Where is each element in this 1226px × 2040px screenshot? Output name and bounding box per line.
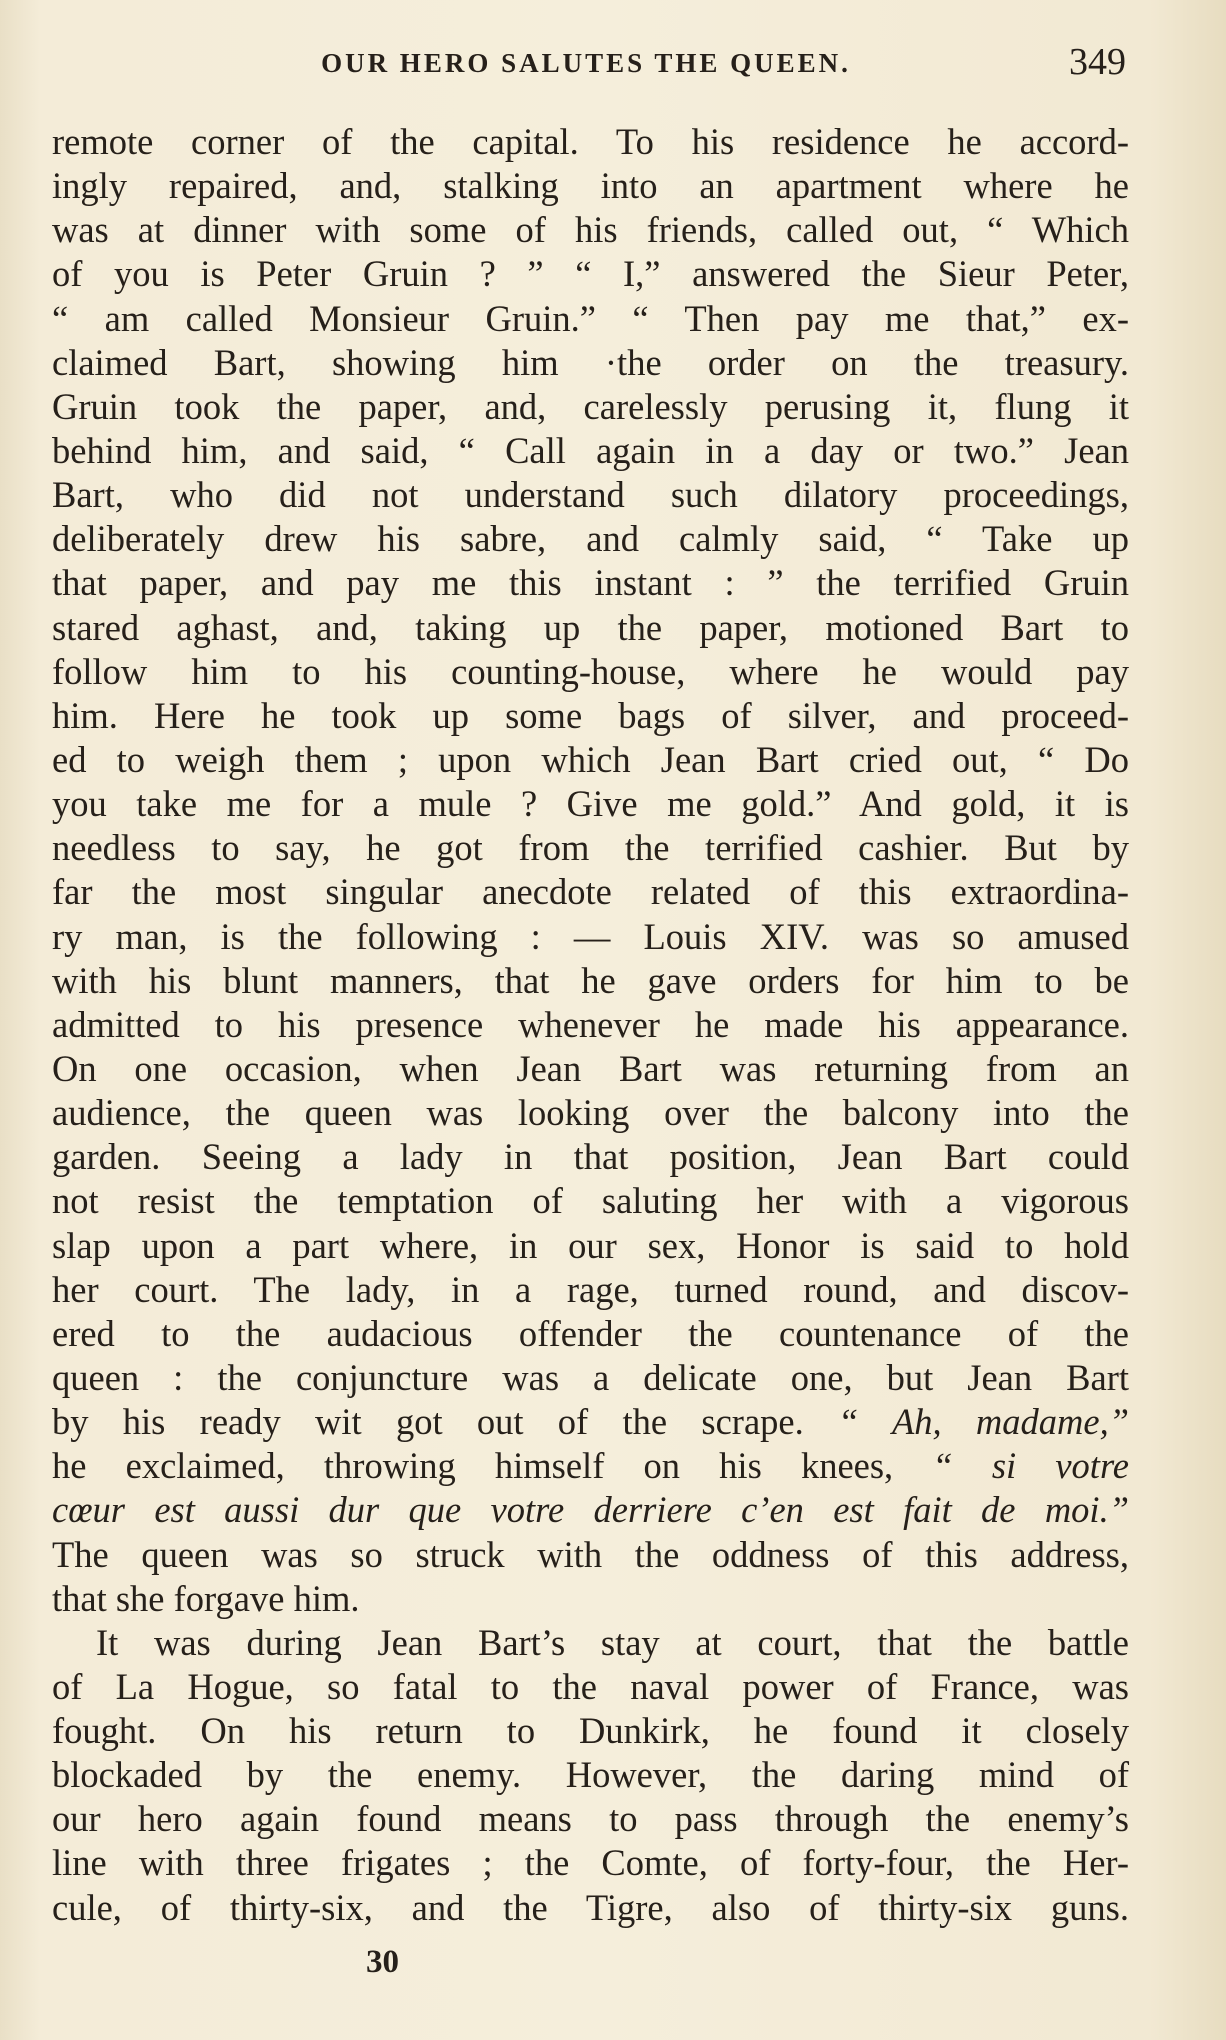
text-line: “ am called Monsieur Gruin.” “ Then pay me that,” ex- — [52, 297, 1129, 339]
text-line: garden. Seeing a lady in that position, Jean Bart could — [52, 1136, 1129, 1178]
text-line: blockaded by the enemy. However, the daring mind of — [52, 1754, 1129, 1796]
text-line: ed to weigh them ; upon which Jean Bart cried out, “ Do — [52, 738, 1129, 780]
text-line: cule, of thirty-six, and the Tigre, also of thirty-six guns. — [52, 1886, 1129, 1928]
text-line: him. Here he took up some bags of silver, and proceed- — [52, 694, 1129, 736]
text-line: The queen was so struck with the oddness of this address, — [52, 1533, 1129, 1575]
italic-quote-rest: cœur est aussi dur que votre derriere c’en est fait de moi.” — [52, 1489, 1129, 1531]
text-line: that she forgave him. — [52, 1577, 360, 1619]
text-line: deliberately drew his sabre, and calmly said, “ Take up — [52, 518, 1129, 560]
text-line: On one occasion, when Jean Bart was returning from an — [52, 1047, 1129, 1089]
text-line: far the most singular anecdote related of this extraordina- — [52, 871, 1129, 913]
text-line: follow him to his counting-house, where he would pay — [52, 650, 1129, 692]
text-line: Bart, who did not understand such dilatory proceedings, — [52, 474, 1129, 516]
text-line: stared aghast, and, taking up the paper, motioned Bart to — [52, 606, 1129, 648]
text-segment: by his ready wit got out of the scrape. — [52, 1401, 804, 1443]
text-line: needless to say, he got from the terrified cashier. But by — [52, 827, 1129, 869]
text-line: line with three frigates ; the Comte, of forty-four, the Her- — [52, 1842, 1129, 1884]
text-line: her court. The lady, in a rage, turned round, and discov- — [52, 1268, 1129, 1310]
text-segment: he exclaimed, throwing himself on his knees, — [52, 1445, 894, 1487]
text-line: with his blunt manners, that he gave orders for him to be — [52, 959, 1129, 1001]
text-line: Gruin took the paper, and, carelessly perusing it, flung it — [52, 385, 1129, 427]
italic-quote-start: “ si votre — [932, 1445, 1129, 1487]
paragraph-1 — [52, 120, 1129, 1621]
text-line: of you is Peter Gruin ? ” “ I,” answered the Sieur Peter, — [52, 253, 1129, 295]
text-line: was at dinner with some of his friends, called out, “ Which — [52, 209, 1129, 251]
text-line: that paper, and pay me this instant : ” the terrified Gruin — [52, 562, 1129, 604]
text-line: fought. On his return to Dunkirk, he found it closely — [52, 1710, 1129, 1752]
text-line: claimed Bart, showing him ·the order on the treasury. — [52, 341, 1129, 383]
text-line: ingly repaired, and, stalking into an apartment where he — [52, 165, 1129, 207]
text-line: not resist the temptation of saluting her with a vigorous — [52, 1180, 1129, 1222]
body-text — [52, 120, 1129, 1930]
text-line: remote corner of the capital. To his residence he accord- — [52, 121, 1129, 162]
signature-mark: 30 — [366, 1944, 399, 1980]
text-line: It was during Jean Bart’s stay at court, that the battle — [96, 1621, 1129, 1663]
text-line: slap upon a part where, in our sex, Honor is said to hold — [52, 1224, 1129, 1266]
text-line: audience, the queen was looking over the balcony into the — [52, 1092, 1129, 1134]
text-line: queen : the conjuncture was a delicate one, but Jean Bart — [52, 1356, 1129, 1398]
text-line: behind him, and said, “ Call again in a day or two.” Jean — [52, 429, 1129, 471]
text-line: of La Hogue, so fatal to the naval power of France, was — [52, 1665, 1129, 1707]
paragraph-2 — [52, 1621, 1129, 1930]
page-number: 349 — [1069, 41, 1126, 83]
text-line: our hero again found means to pass through the enemy’s — [52, 1798, 1129, 1840]
text-line: you take me for a mule ? Give me gold.” And gold, it is — [52, 783, 1129, 825]
running-head — [0, 40, 1226, 84]
text-line-with-quote — [52, 1444, 1129, 1488]
text-line-with-speech — [52, 1400, 1129, 1444]
text-line: ry man, is the following : — Louis XIV. was so amused — [52, 915, 1129, 957]
italic-quote-line — [52, 1488, 1129, 1532]
running-title: OUR HERO SALUTES THE QUEEN. — [321, 48, 851, 78]
italic-speech-ah: “ Ah, madame,” — [838, 1401, 1130, 1443]
text-line: ered to the audacious offender the countenance of the — [52, 1312, 1129, 1354]
text-line: admitted to his presence whenever he made his appearance. — [52, 1003, 1129, 1045]
